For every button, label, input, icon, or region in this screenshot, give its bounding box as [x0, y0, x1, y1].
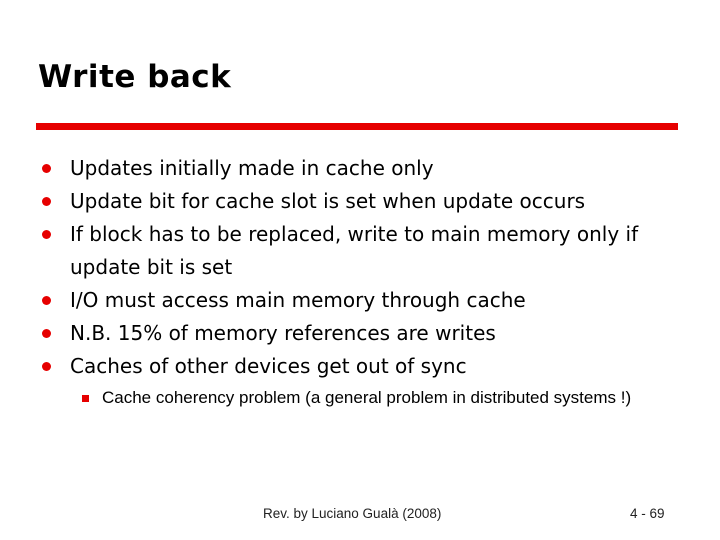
- footer-credit: Rev. by Luciano Gualà (2008): [263, 506, 442, 521]
- bullet-text: If block has to be replaced, write to main memory only if update bit is set: [70, 222, 639, 279]
- bullet-dot-icon: [42, 164, 51, 173]
- slide-title: Write back: [38, 59, 232, 95]
- title-underline: [36, 123, 678, 130]
- bullet-text: Caches of other devices get out of sync: [70, 354, 467, 378]
- bullet-item: [42, 218, 692, 284]
- bullet-item: [42, 185, 692, 218]
- page-number: 4 - 69: [630, 506, 665, 521]
- bullet-list: [42, 152, 692, 383]
- bullet-text: Updates initially made in cache only: [70, 156, 434, 180]
- bullet-dot-icon: [42, 362, 51, 371]
- square-bullet-icon: [82, 395, 89, 402]
- bullet-item: [42, 284, 692, 317]
- bullet-text: I/O must access main memory through cache: [70, 288, 526, 312]
- bullet-text: Update bit for cache slot is set when update occurs: [70, 189, 586, 213]
- bullet-dot-icon: [42, 296, 51, 305]
- bullet-text: N.B. 15% of memory references are writes: [70, 321, 496, 345]
- bullet-dot-icon: [42, 197, 51, 206]
- bullet-item: [42, 317, 692, 350]
- bullet-dot-icon: [42, 230, 51, 239]
- bullet-dot-icon: [42, 329, 51, 338]
- sub-bullet-item: [82, 386, 662, 410]
- sub-bullet-list: [82, 386, 662, 410]
- bullet-item: [42, 350, 692, 383]
- sub-bullet-text: Cache coherency problem (a general problem in distributed systems !): [102, 388, 632, 407]
- bullet-item: [42, 152, 692, 185]
